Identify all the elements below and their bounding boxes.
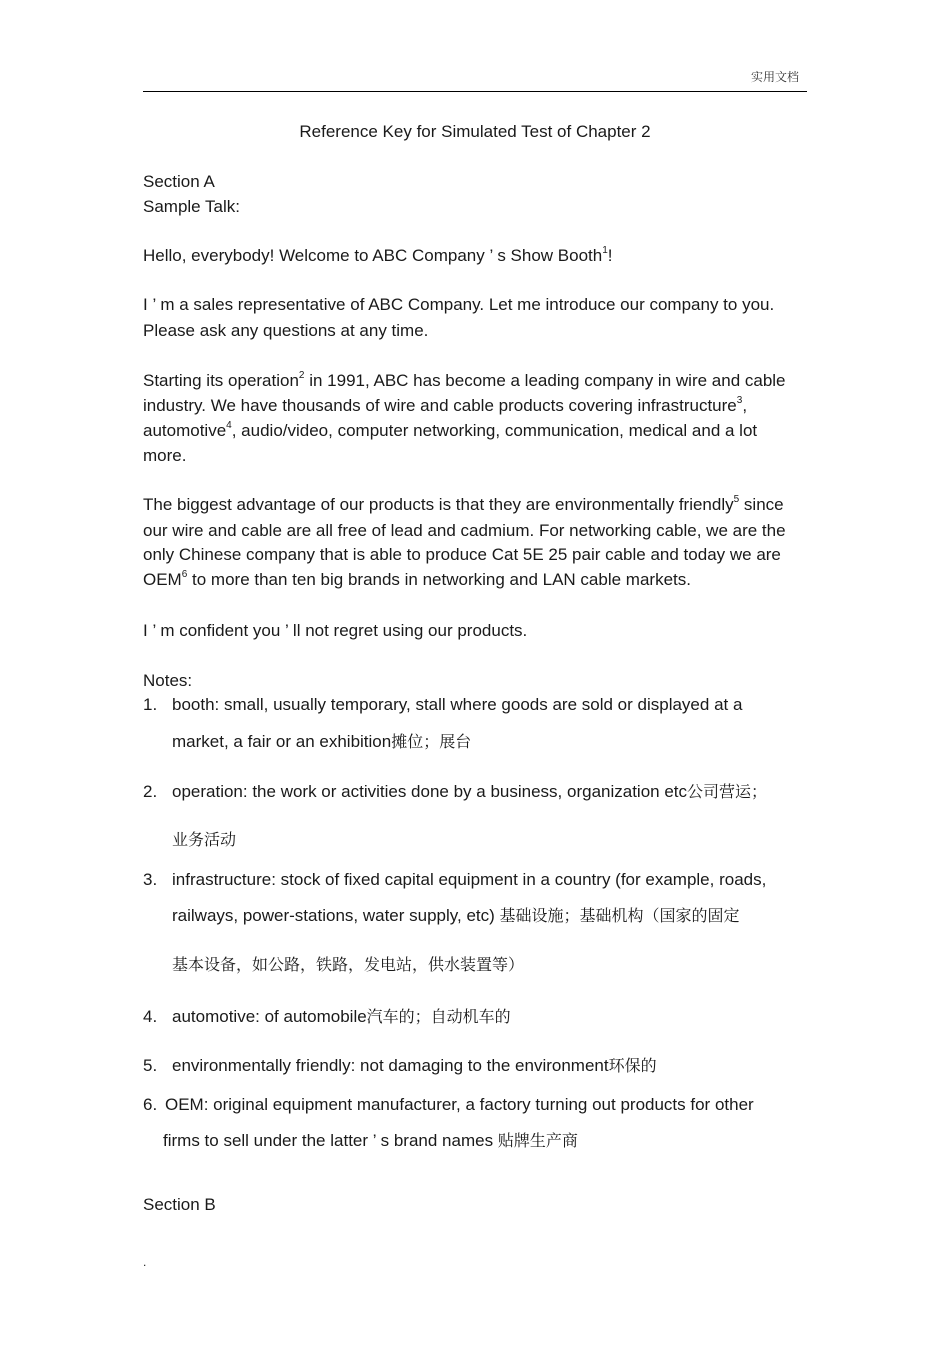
paragraph-advantage-line-2: our wire and cable are all free of lead and cadmium. For networking cable, we are the — [143, 521, 786, 540]
paragraph-greeting: Hello, everybody! Welcome to ABC Company ’ s Show Booth$^1$! — [143, 245, 613, 265]
paragraph-intro-line-2: Please ask any questions at any time. — [143, 321, 429, 340]
note-operation-line-2: 业务活动 — [172, 830, 237, 849]
note-automotive: automotive: of automobile汽车的；自动机车的 — [172, 1007, 511, 1026]
paragraph-advantage-line-3: only Chinese company that is able to produce Cat 5E 25 pair cable and today we are — [143, 545, 781, 564]
paragraph-closing: I ’ m confident you ’ ll not regret using our products. — [143, 621, 528, 640]
note-number: 4. — [143, 1007, 158, 1026]
note-number: 6. — [143, 1095, 158, 1114]
document-title: Reference Key for Simulated Test of Chapter 2 — [299, 122, 651, 141]
footer-mark: . — [143, 1255, 147, 1269]
header-rule — [143, 91, 807, 92]
paragraph-history-line-1: Starting its operation$^2$ in 1991, ABC has become a leading company in wire and cable — [143, 370, 786, 390]
note-infrastructure-line-3: 基本设备，如公路，铁路，发电站，供水装置等） — [172, 955, 525, 974]
paragraph-history-line-3: automotive$^4$, audio/video, computer networking, communication, medical and a lot — [143, 420, 758, 440]
note-number: 5. — [143, 1056, 158, 1075]
note-operation-line-1: operation: the work or activities done by a business, organization etc公司营运； — [172, 782, 768, 801]
paragraph-intro-line-1: I ’ m a sales representative of ABC Company. Let me introduce our company to you. — [143, 295, 775, 314]
note-number: 3. — [143, 870, 158, 889]
note-infrastructure-line-1: infrastructure: stock of fixed capital equipment in a country (for example, roads, — [172, 870, 767, 889]
note-booth-line-2: market, a fair or an exhibition摊位；展台 — [172, 732, 472, 751]
paragraph-history-line-2: industry. We have thousands of wire and cable products covering infrastructure$^3$, — [143, 395, 748, 415]
section-b-heading: Section B — [143, 1195, 216, 1214]
note-infrastructure-line-2: railways, power-stations, water supply, etc) 基础设施；基础机构（国家的固定 — [172, 906, 740, 925]
page-header-label: 实用文档 — [751, 70, 800, 84]
paragraph-advantage-line-4: OEM$^6$ to more than ten big brands in networking and LAN cable markets. — [143, 569, 691, 589]
paragraph-advantage-line-1: The biggest advantage of our products is that they are environmentally friendly$^5$ since — [143, 494, 784, 514]
note-oem-line-2: firms to sell under the latter ’ s brand names 贴牌生产商 — [163, 1131, 578, 1150]
note-number: 1. — [143, 695, 158, 714]
note-oem-line-1: OEM: original equipment manufacturer, a factory turning out products for other — [165, 1095, 754, 1114]
notes-heading: Notes: — [143, 671, 193, 690]
sample-talk-heading: Sample Talk: — [143, 197, 241, 216]
paragraph-history-line-4: more. — [143, 446, 187, 465]
note-number: 2. — [143, 782, 158, 801]
section-a-heading: Section A — [143, 172, 215, 191]
note-environmentally-friendly: environmentally friendly: not damaging to the environment环保的 — [172, 1056, 657, 1075]
note-booth-line-1: booth: small, usually temporary, stall where goods are sold or displayed at a — [172, 695, 743, 714]
